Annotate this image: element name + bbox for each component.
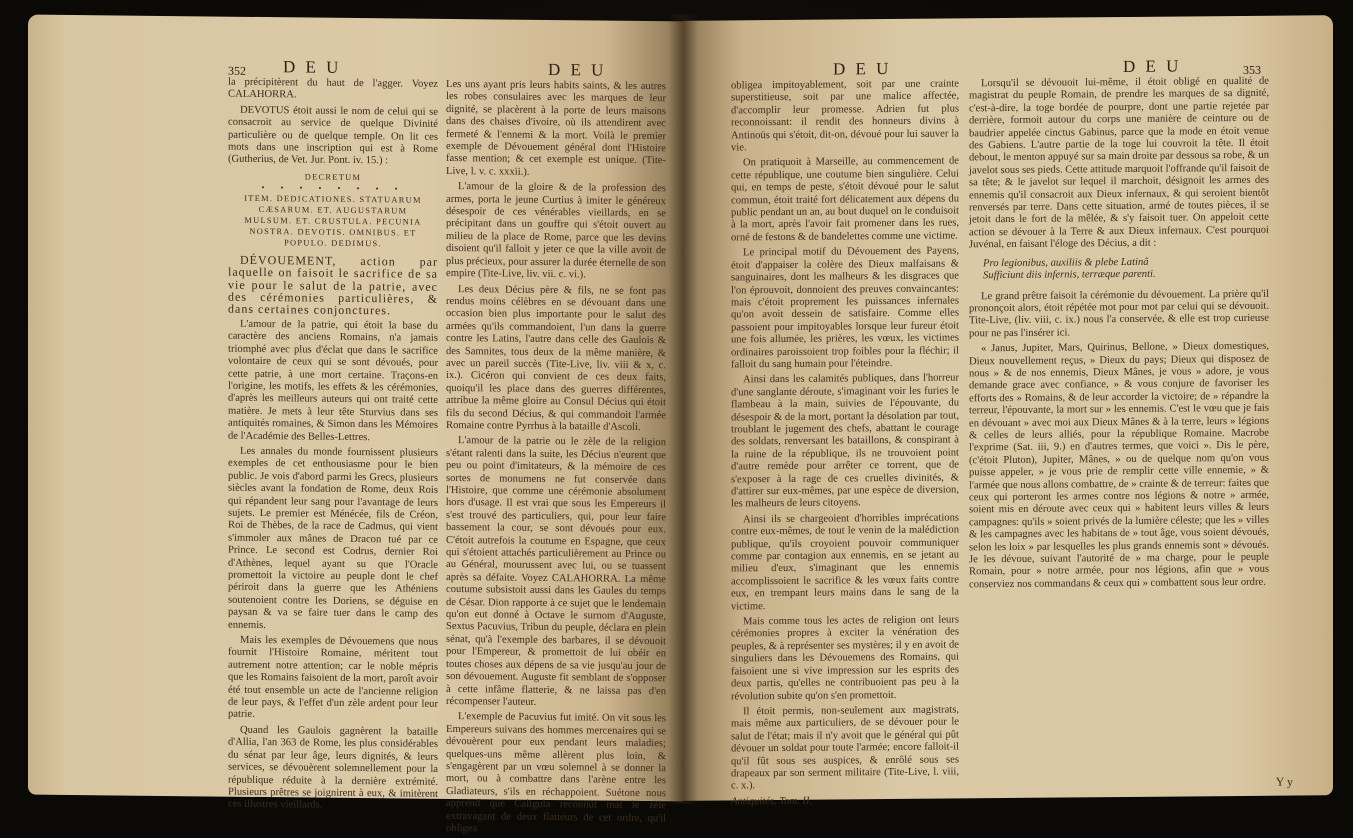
verse-quote <box>983 255 1269 282</box>
paragraph: Le grand prêtre faisoit la cérémonie du dévouement. La prière qu'il prononçoit alors, étoit répétée mot pour mot par celui qui se dévouoit. Tite-Live, (liv. viii, c. ix.) nous l'a conservée, & elle est trop curieuse pour ne pas l'insérer ici. <box>969 288 1269 340</box>
paragraph: Mais les exemples de Dévouemens que nous fournit l'Histoire Romaine, méritent tout autrement notre attention; car le noble mépris que les Romains faisoient de la mort, paroît avoir été tout ensemble un acte de l'ancienne religion de leur pays, & l'effet d'un zèle ardent pour leur patrie. <box>228 634 438 721</box>
column-2 <box>446 78 666 835</box>
paragraph: la précipitèrent du haut de l'agger. Voyez CALAHORRA. <box>228 76 438 101</box>
running-head: D E U <box>283 57 342 77</box>
running-head-right-col: D E U <box>1123 56 1182 76</box>
paragraph: obligea impitoyablement, soit par une crainte superstitieuse, soit par une malice affectée, d'accomplir leur promesse. Adrien fut plus reconnoissant: il rendit des honneurs divins à Antinoüs qui s'étoit, dit-on, dévoué pour lui sauver la vie. <box>731 78 959 154</box>
paragraph: Mais comme tous les actes de religion ont leurs cérémonies propres à exciter la vénération des peuples, & à représenter ses mystères; il y en avoit de singuliers dans les Dévouemens des Romains, qui faisoient une si vive impression sur les esprits des deux partis, qu'elles ne contribuoient pas peu à la révolution subite qu'on s'en promettoit. <box>731 614 959 702</box>
page-number: 352 <box>228 63 246 78</box>
inscription-line: NOSTRA. DEVOTIS. OMNIBUS. ET <box>249 226 417 238</box>
inscription-line: POPULO. DEDIMUS. <box>284 238 382 249</box>
page-footer: Antiquités, Tom. II. <box>731 795 813 808</box>
paragraph: On pratiquoit à Marseille, au commencement de cette république, une coutume bien singulière. Celui qui, en temps de peste, s'étoit dévoué pour le salut commun, étoit traité fort délicatement aux dépens du public pendant un an, au bout duquel on le conduisoit à la mort, après l'avoir fait promener dans les rues, orné de festons & de bandelettes comme une victime. <box>731 155 959 244</box>
running-head-right-col: D E U <box>548 60 607 80</box>
right-page <box>683 15 1333 808</box>
paragraph: Ainsi ils se chargeoient d'horribles imprécations contre eux-mêmes, de tout le venin de la malédiction publique, qu'ils croyoient pouvoir communiquer comme par contagion aux ennemis, en se jetant au milieu d'eux, s'imaginant que les ennemis accomplissoient le sacrifice & les vœux faits contre eux, en trempant leurs mains dans le sang de la victime. <box>731 512 959 613</box>
paragraph: Ainsi dans les calamités publiques, dans l'horreur d'une sanglante déroute, s'imaginant voir les furies le flambeau à la main, suivies de l'épouvante, du désespoir & de la mort, portant la désolation par tout, troublant le jugement des chefs, abattant le courage des soldats, renversant les bataillons, & conspirant à la ruine de la république, ils ne trouvoient point d'autre remède pour arrêter ce torrent, que de s'exposer à la rage de ces cruelles divinités, & d'attirer sur eux-mêmes, par une espèce de diversion, les malheurs de leurs citoyens. <box>731 372 959 510</box>
inscription-line: • • • • • • • • <box>261 182 405 194</box>
page-number: 353 <box>1243 62 1261 77</box>
inscription-line: MULSUM. ET. CRUSTULA. PECUNIA <box>244 215 422 227</box>
inscription-line: ITEM. DEDICATIONES. STATUARUM <box>244 193 422 205</box>
paragraph: L'amour de la patrie, qui étoit la base du caractère des anciens Romains, n'a jamais triomphé avec plus d'éclat que dans le sacrifice volontaire de ceux qui se sont dévoués, pour cette patrie, à une mort certaine. Traçons-en l'origine, les motifs, les effets & les cérémonies, d'après les meilleurs auteurs qui ont traité cette matière. Je mets à leur tête Sturvius dans ses antiquités romaines, & Simon dans les Mémoires de l'Académie des Belles-Lettres. <box>228 318 438 443</box>
verse-line: Pro legionibus, auxiliis & plebe Latinâ <box>983 256 1149 269</box>
prayer-quote: « Janus, Jupiter, Mars, Quirinus, Bellone, » Dieux domestiques, Dieux nouvellement reçus, » Dieux du pays; Dieux qui disposez de nous » & de nos ennemis, Dieux Mânes, je vous » adore, je vous demande grace avec confiance, » & vous conjure de favoriser les efforts des » Romains, & de leur accorder la victoire; de » répandre la terreur, l'épouvante, la mort sur » les ennemis. C'est le vœu que je fais en dévouant » avec moi aux Dieux Mânes & à la terre, leurs » légions & celles de leurs alliés, pour la république Romaine. Macrobe l'exprime (Sat. iii, 9.) en d'autres termes, que voici ». Dis le père, (c'étoit Pluton), Jupiter, Mânes, » ou de quelque nom qu'on vous puisse appeler, » je vous prie de remplir cette ville ennemie, » & l'armée que nous allons combattre, de » crainte & de terreur: faites que ceux qui porteront les armes contre nos légions & notre » armée, soient mis en déroute avec ceux qui » habitent leurs villes & leurs campagnes: qu'ils » soient privés de la lumière céleste; que les » villes & les campagnes avec les habitans de » tout âge, vous soient dévoués, selon les loix » par lesquelles les plus grands ennemis sont » dévoués. Je les dévoue, suivant l'autorité de » ma charge, pour le peuple Romain, pour » notre armée, pour nos légions, afin que » vous conserviez nos commandans & ceux qui » combattent sous leur ordre. <box>969 340 1269 591</box>
inscription-line: DECRETUM <box>304 172 362 182</box>
paragraph: Il étoit permis, non-seulement aux magistrats, mais même aux particuliers, de se dévouer pour le salut de l'état; mais il n'y avoit que le général qui pût dévouer un soldat pour toute l'armée; encore falloit-il qu'il fût sous ses auspices, & enrôlé sous ses drapeaux par son serment militaire (Tite-Live, l. viii, c. x.). <box>731 704 959 792</box>
paragraph: Les deux Décius père & fils, ne se font pas rendus moins célèbres en se dévouant dans une occasion bien plus importante pour le salut des armées qu'ils commandoient, l'un dans la guerre contre les Latins, l'autre dans celle des Gaulois & des Samnites, tous deux de la même manière, & avec un pareil succès (Tite-Live, liv. viii & x, c. ix.). Cicéron qui convient de ces deux faits, quoiqu'il les place dans des guerres différentes, attribue la même gloire au Consul Décius qui étoit fils du second Décius, & qui commandoit l'armée Romaine contre Pyrrhus à la bataille d'Ascoli. <box>446 283 666 433</box>
inscription-block <box>228 171 438 250</box>
column-4 <box>969 76 1269 779</box>
paragraph: Le principal motif du Dévouement des Payens, étoit d'appaiser la colère des Dieux malfaisans & sanguinaires, dont les malheurs & les disgraces que l'on éprouvoit, donnoient des preuves convaincantes: mais c'étoit proprement les puissances infernales qu'on avoit dessein de satisfaire. Comme elles passoient pour impitoyables lorsque leur fureur étoit une fois allumée, les prières, les vœux, les victimes ordinaires paroissoient trop foibles pour la fléchir; il falloit du sang humain pour l'éteindre. <box>731 245 959 371</box>
paragraph: Lorsqu'il se dévouoit lui-même, il étoit obligé en qualité de magistrat du peuple Romain, de prendre les marques de sa dignité, c'est-à-dire, la toge bordée de pourpre, dont une partie rejetée par derrière, formoit autour du corps une manière de ceinture ou de baudrier appelée cinctus Gabinus, parce que la mode en étoit venue des Gabiens. L'autre partie de la toge lui couvroit la tête. Il étoit debout, le menton appuyé sur sa main droite par dessous sa robe, & un javelot sous ses pieds. Cette attitude marquoit l'offrande qu'il faisoit de sa tête; & le javelot sur lequel il marchoit, désignoit les armes des ennemis qu'il consacroit aux Dieux infernaux, & qui seroient bientôt renversés par terre. Dans cette situation, armé de toutes pièces, il se jetoit dans le fort de la mêlée, & s'y faisoit tuer. On appeloit cette action se dévouer à la Terre & aux Dieux infernaux. C'est pourquoi Juvénal, en faisant l'éloge des Décius, a dit : <box>969 75 1269 251</box>
paragraph: Quand les Gaulois gagnèrent la bataille d'Allia, l'an 363 de Rome, les plus considérables du sénat par leur âge, leurs dignités, & leurs services, se dévouèrent solemnellement pour la république réduite à la dernière extrémité. Plusieurs prêtres se joignirent à eux, & imitèrent ces illustres vieillards. <box>228 724 438 811</box>
inscription-line: CÆSARUM. ET. AUGUSTARUM <box>258 204 408 216</box>
left-page <box>28 15 683 835</box>
paragraph: Les uns ayant pris leurs habits saints, & les autres les robes consulaires avec les marques de leur dignité, se placèrent à la porte de leurs maisons dans des chaises d'ivoire, où ils attendirent avec fermeté & l'ennemi & la mort. Voilà le premier exemple de Dévouement général dont l'Histoire fasse mention; & cet exemple est unique. (Tite-Live, l. v. c. xxxii.). <box>446 78 666 178</box>
column-1 <box>228 76 438 811</box>
running-head: D E U <box>833 59 892 79</box>
column-3 <box>731 78 959 808</box>
paragraph: L'amour de la patrie ou le zèle de la religion s'étant ralenti dans la suite, les Décius n'eurent que peu ou point d'imitateurs, & la mémoire de ces sortes de monumens ne fut conservée dans l'Histoire, que comme une cérémonie absolument hors d'usage. Il est vrai que sous les Empereurs il s'est trouvé des particuliers, qui, pour leur faire bassement la cour, se sont dévoués pour eux. C'étoit autrefois la coutume en Espagne, que ceux qui s'étoient attachés particulièrement au Prince ou au Général, mourussent avec lui, ou se tuassent après sa défaite. Voyez CALAHORRA. La même coutume subsistoit aussi dans les Gaules du temps de César. Dion rapporte à ce sujet que le lendemain qu'on eut donné à Octave le surnom d'Auguste, Sextus Pacuvius, Tribun du peuple, déclara en plein sénat, qu'à l'exemple des barbares, il se dévouoit pour l'Empereur, & promettoit de lui obéir en toutes choses aux dépens de sa vie jusqu'au jour de son dévouement. Auguste fit semblant de s'opposer à cette infâme flatterie, & ne laissa pas d'en récompenser l'auteur. <box>446 435 666 708</box>
article-heading-paragraph: DÉVOUEMENT, action par laquelle on faisoit le sacrifice de sa vie pour le salut de la patrie, avec des cérémonies particulières, & dans certaines conjonctures. <box>228 252 438 318</box>
signature-mark: Y y <box>1275 774 1293 789</box>
paragraph: Les annales du monde fournissent plusieurs exemples de cet enthousiasme pour le bien public. Je vois d'abord parmi les Grecs, plusieurs siècles avant la fondation de Rome, deux Rois qui répandent leur sang pour l'avantage de leurs sujets. Le premier est Ménécée, fils de Créon, Roi de Thèbes, de la race de Cadmus, qui vient s'immoler aux mânes de Dracon tué par ce Prince. Le second est Codrus, dernier Roi d'Athènes, lequel ayant su que l'Oracle promettoit la victoire au peuple dont le chef périroit dans la guerre que les Athéniens soutenoient contre les Doriens, se déguise en paysan & va se faire tuer dans le camp des ennemis. <box>228 445 438 631</box>
paragraph: L'amour de la gloire & de la profession des armes, porta le jeune Curtius à imiter le généreux désespoir de ces vénérables vieillards, en se précipitant dans un gouffre qui s'étoit ouvert au milieu de la place de Rome, parce que les devins disoient qu'il falloit y jeter ce que la ville avoit de plus précieux, pour assurer la durée éternelle de son empire (Tite-Live, liv. vii. c. vi.). <box>446 181 666 281</box>
paragraph: DEVOTUS étoit aussi le nom de celui qui se consacroit au service de quelque Divinité particulière ou de quelque temple. On lit ces mots dans une inscription qui est à Rome (Gutherius, de Vet. Jur. Pont. iv. 15.) : <box>228 104 438 167</box>
paragraph: L'exemple de Pacuvius fut imité. On vit sous les Empereurs suivans des hommes mercenaires qui se dévouèrent pour eux pendant leurs maladies; quelques-uns même allèrent plus loin, & s'engagèrent par un vœu solemnel à se donner la mort, ou à combattre dans l'arène entre les Gladiateurs, s'ils en réchappoient. Suétone nous apprend que Caligula reconnut mal le zèle extravagant de deux flatteurs de cet ordre, qu'il obligea <box>446 711 666 835</box>
verse-line: Sufficiunt diis infernis, terræque parenti. <box>983 268 1156 282</box>
